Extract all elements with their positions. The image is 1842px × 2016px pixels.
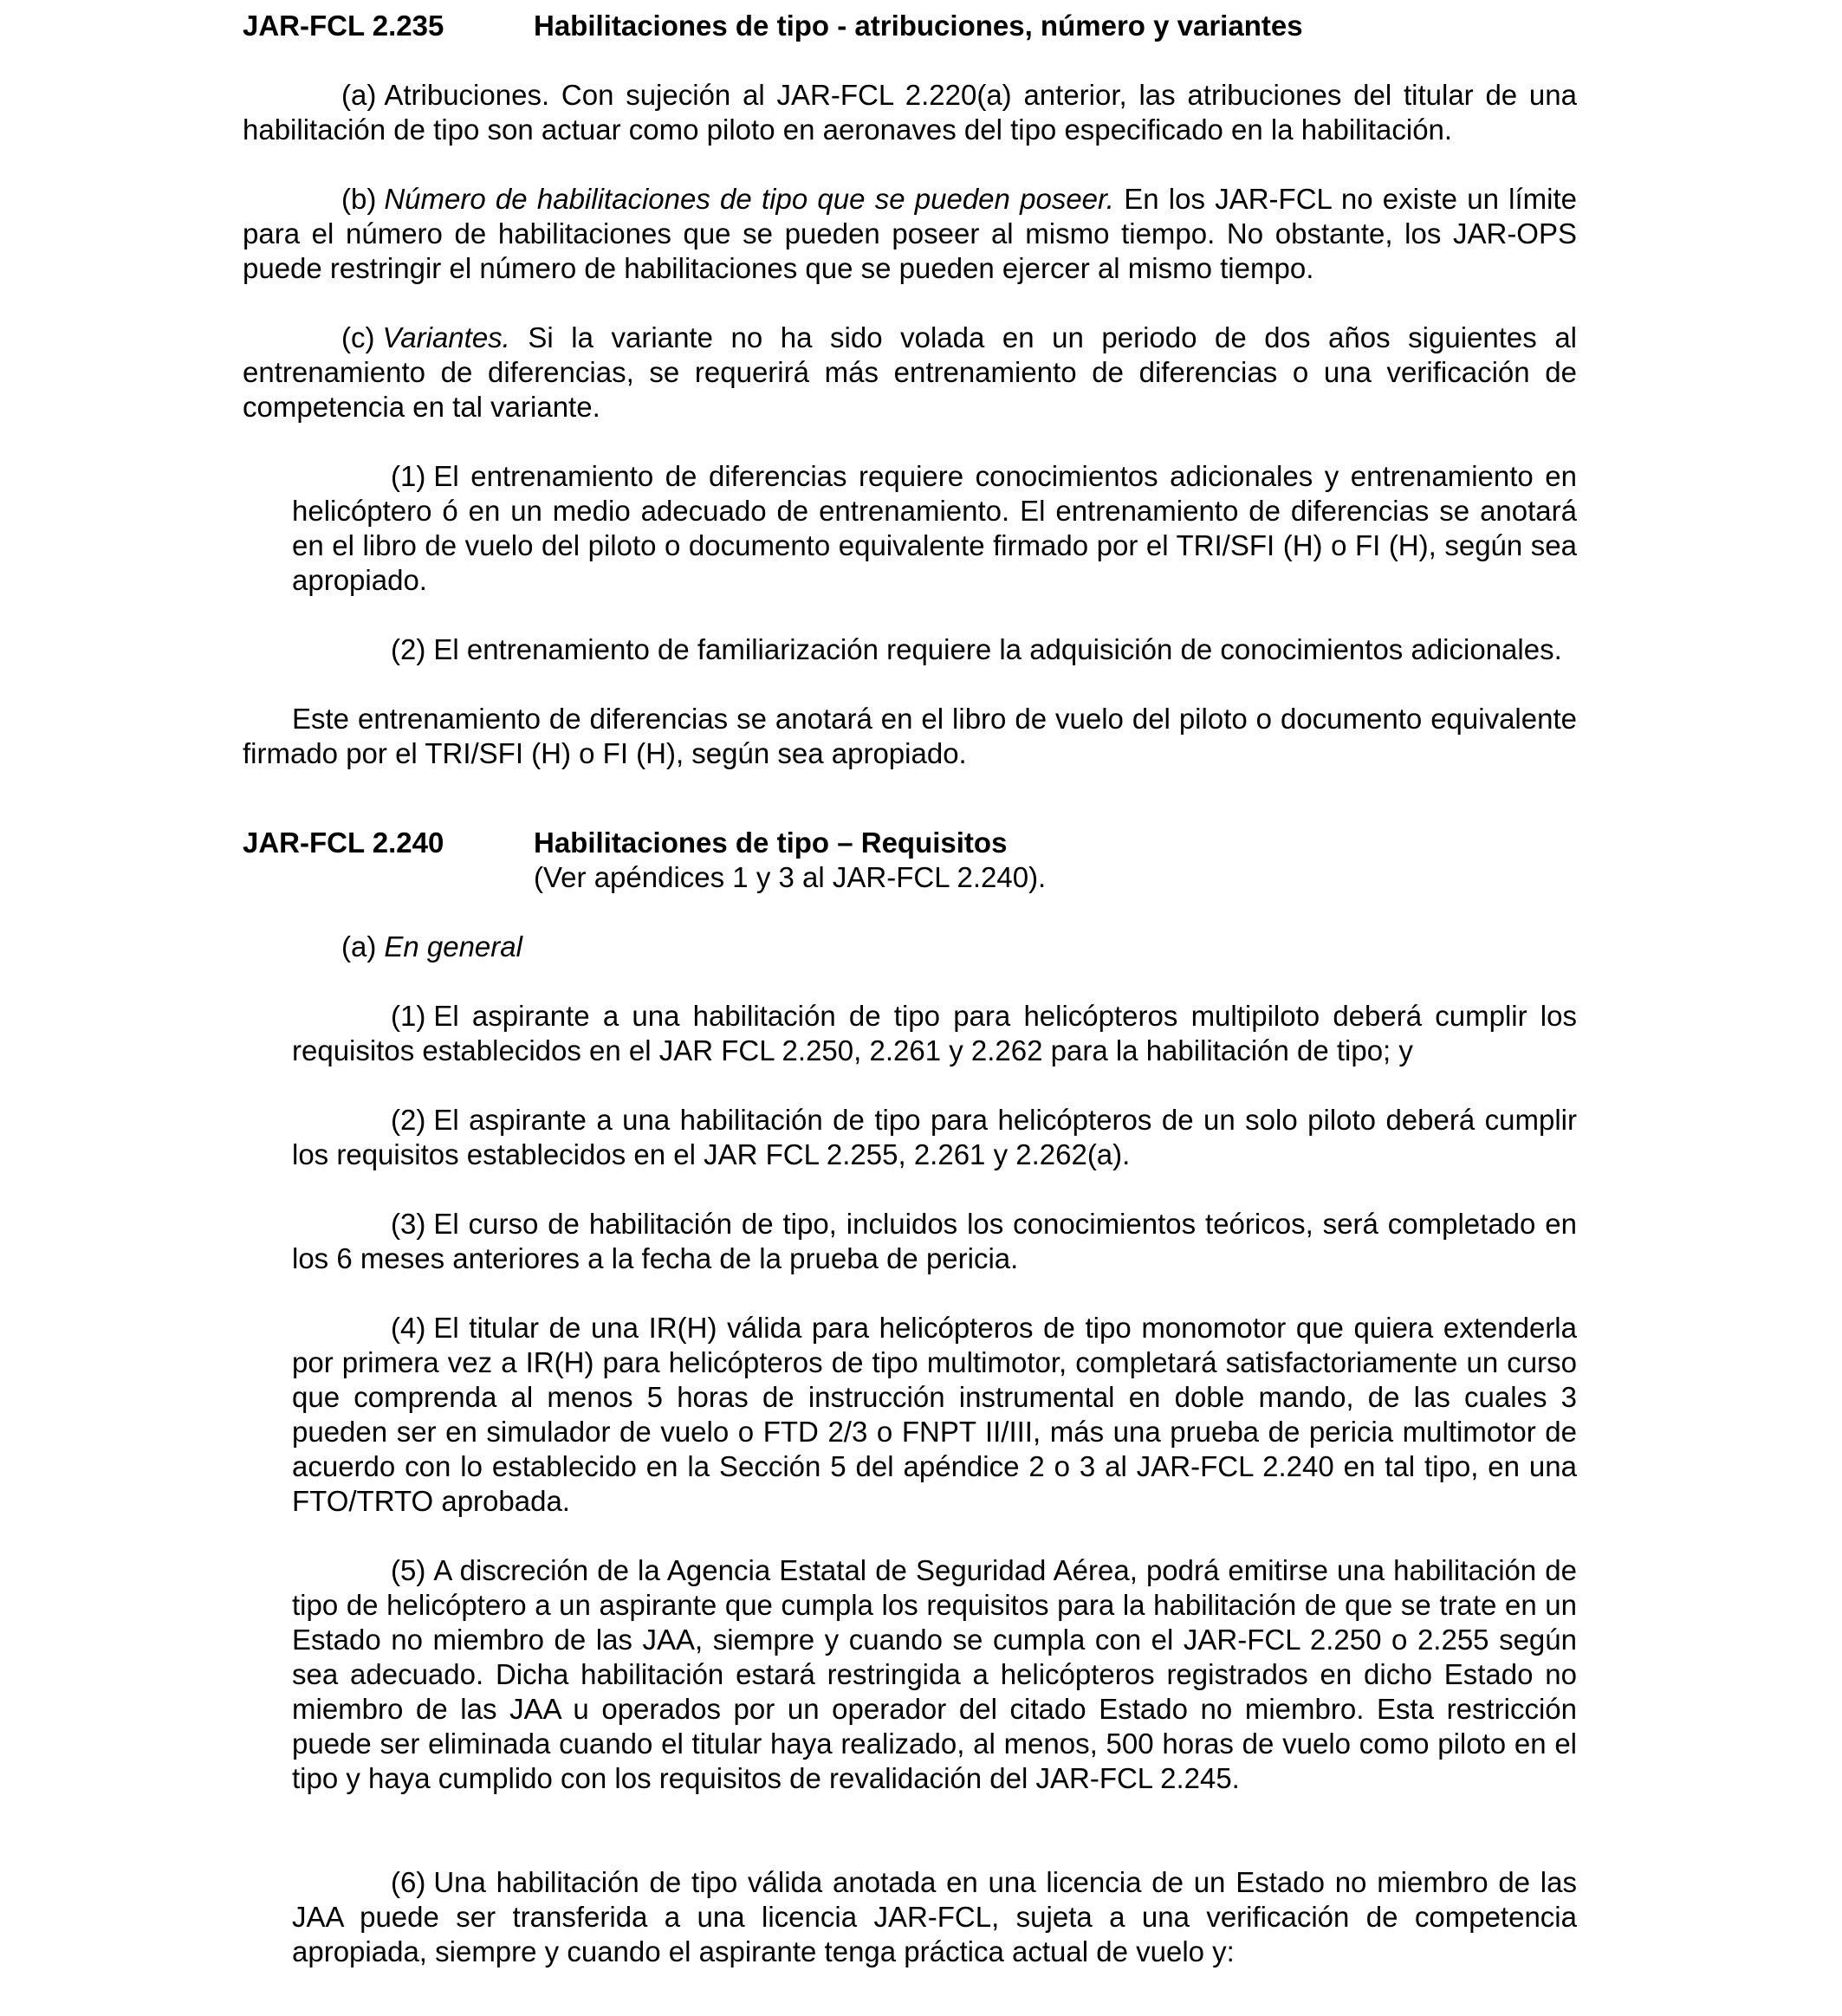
paragraph-text: Si la variante no ha sido volada en un periodo de dos años siguientes al entrenamiento de diferencias, se requerirá más entrenamiento de diferencias o una verificación de competencia en tal variante. xyxy=(243,321,1578,423)
paragraph-c2 xyxy=(292,632,1577,667)
section-code: JAR-FCL 2.235 xyxy=(243,10,444,42)
paragraph-lead: En general xyxy=(384,930,522,963)
paragraph-marker: (b) xyxy=(341,183,377,215)
section-subtitle: (Ver apéndices 1 y 3 al JAR-FCL 2.240). xyxy=(534,861,1047,893)
paragraph-marker: (a) xyxy=(341,930,377,963)
paragraph-marker: (1) xyxy=(391,460,426,492)
paragraph-a-en-general xyxy=(243,930,1577,964)
list-item-marker: (5) xyxy=(391,1554,426,1586)
section-code: JAR-FCL 2.240 xyxy=(243,826,444,859)
list-item xyxy=(292,999,1577,1068)
paragraph-note xyxy=(243,702,1577,771)
section-title xyxy=(534,826,1573,895)
section-title-text: Habilitaciones de tipo – Requisitos xyxy=(534,826,1008,859)
list-item-text: El aspirante a una habilitación de tipo para helicópteros de un solo piloto deberá cumplir los requisitos establecidos en el JAR FCL 2.255, 2.261 y 2.262(a). xyxy=(292,1104,1577,1170)
list-item-text: El titular de una IR(H) válida para helicópteros de tipo monomotor que quiera extenderla por primera vez a IR(H) para helicópteros de tipo multimotor, completará satisfactoriamente un curso que comprenda al menos 5 horas de instrucción instrumental en doble mando, de las cuales 3 pueden ser en simulador de vuelo o FTD 2/3 o FNPT II/III, más una prueba de pericia multimotor de acuerdo con lo establecido en la Sección 5 del apéndice 2 o 3 al JAR-FCL 2.240 en tal tipo, en una FTO/TRTO aprobada. xyxy=(292,1312,1577,1517)
list-item xyxy=(292,1103,1577,1172)
list-item-marker: (6) xyxy=(391,1866,426,1898)
list-item-marker: (3) xyxy=(391,1208,426,1240)
list-item xyxy=(292,1865,1577,1969)
list-item xyxy=(292,1311,1577,1519)
paragraph-lead: Variantes. xyxy=(382,321,510,353)
paragraph-text: El entrenamiento de familiarización requiere la adquisición de conocimientos adicionales. xyxy=(433,633,1562,665)
list-item-text: El aspirante a una habilitación de tipo para helicópteros multipiloto deberá cumplir los requisitos establecidos en el JAR FCL 2.250, 2.261 y 2.262 para la habilitación de tipo; y xyxy=(292,1000,1577,1066)
list-item-text: Una habilitación de tipo válida anotada en una licencia de un Estado no miembro de las JAA puede ser transferida a una licencia JAR-FCL, sujeta a una verificación de competencia apropiada, siempre y cuando el aspirante tenga práctica actual de vuelo y: xyxy=(292,1866,1577,1967)
list-item xyxy=(292,1553,1577,1796)
paragraph-lead: Atribuciones. xyxy=(384,79,550,111)
paragraph-marker: (a) xyxy=(341,79,377,111)
paragraph-c-variantes xyxy=(243,321,1577,425)
paragraph-text: Con sujeción al JAR-FCL 2.220(a) anterior, las atribuciones del titular de una habilitación de tipo son actuar como piloto en aeronaves del tipo especificado en la habilitación. xyxy=(243,79,1577,146)
paragraph-marker: (2) xyxy=(391,633,426,665)
paragraph-a-atribuciones xyxy=(243,78,1577,147)
list-item-text: El curso de habilitación de tipo, incluidos los conocimientos teóricos, será completado en los 6 meses anteriores a la fecha de la prueba de pericia. xyxy=(292,1208,1577,1274)
list-item-marker: (1) xyxy=(391,1000,426,1032)
paragraph-lead: Número de habilitaciones de tipo que se pueden poseer. xyxy=(384,183,1114,215)
list-item xyxy=(292,1207,1577,1276)
section-title: Habilitaciones de tipo - atribuciones, número y variantes xyxy=(534,10,1303,42)
list-item-text: A discreción de la Agencia Estatal de Seguridad Aérea, podrá emitirse una habilitación de tipo de helicóptero a un aspirante que cumpla los requisitos para la habilitación de que se trate en un Estado no miembro de las JAA, siempre y cuando se cumpla con el JAR-FCL 2.250 o 2.255 según sea adecuado. Dicha habilitación estará restringida a helicópteros registrados en dicho Estado no miembro de las JAA u operados por un operador del citado Estado no miembro. Esta restricción puede ser eliminada cuando el titular haya realizado, al menos, 500 horas de vuelo como piloto en el tipo y haya cumplido con los requisitos de revalidación del JAR-FCL 2.245. xyxy=(292,1554,1577,1794)
paragraph-text: Este entrenamiento de diferencias se anotará en el libro de vuelo del piloto o documento equivalente firmado por el TRI/SFI (H) o FI (H), según sea apropiado. xyxy=(243,703,1577,769)
list-item-marker: (4) xyxy=(391,1312,426,1344)
paragraph-text: El entrenamiento de diferencias requiere conocimientos adicionales y entrenamiento en helicóptero ó en un medio adecuado de entrenamiento. El entrenamiento de diferencias se anotará en el libro de vuelo del piloto o documento equivalente firmado por el TRI/SFI (H) o FI (H), según sea apropiado. xyxy=(292,460,1577,596)
paragraph-b-numero xyxy=(243,182,1577,286)
paragraph-c1 xyxy=(292,459,1577,598)
paragraph-text: En los JAR-FCL no existe un límite para el número de habilitaciones que se pueden poseer al mismo tiempo. No obstante, los JAR-OPS puede restringir el número de habilitaciones que se pueden ejercer al mismo tiempo. xyxy=(243,183,1578,284)
paragraph-marker: (c) xyxy=(341,321,375,353)
list-item-marker: (2) xyxy=(391,1104,426,1136)
